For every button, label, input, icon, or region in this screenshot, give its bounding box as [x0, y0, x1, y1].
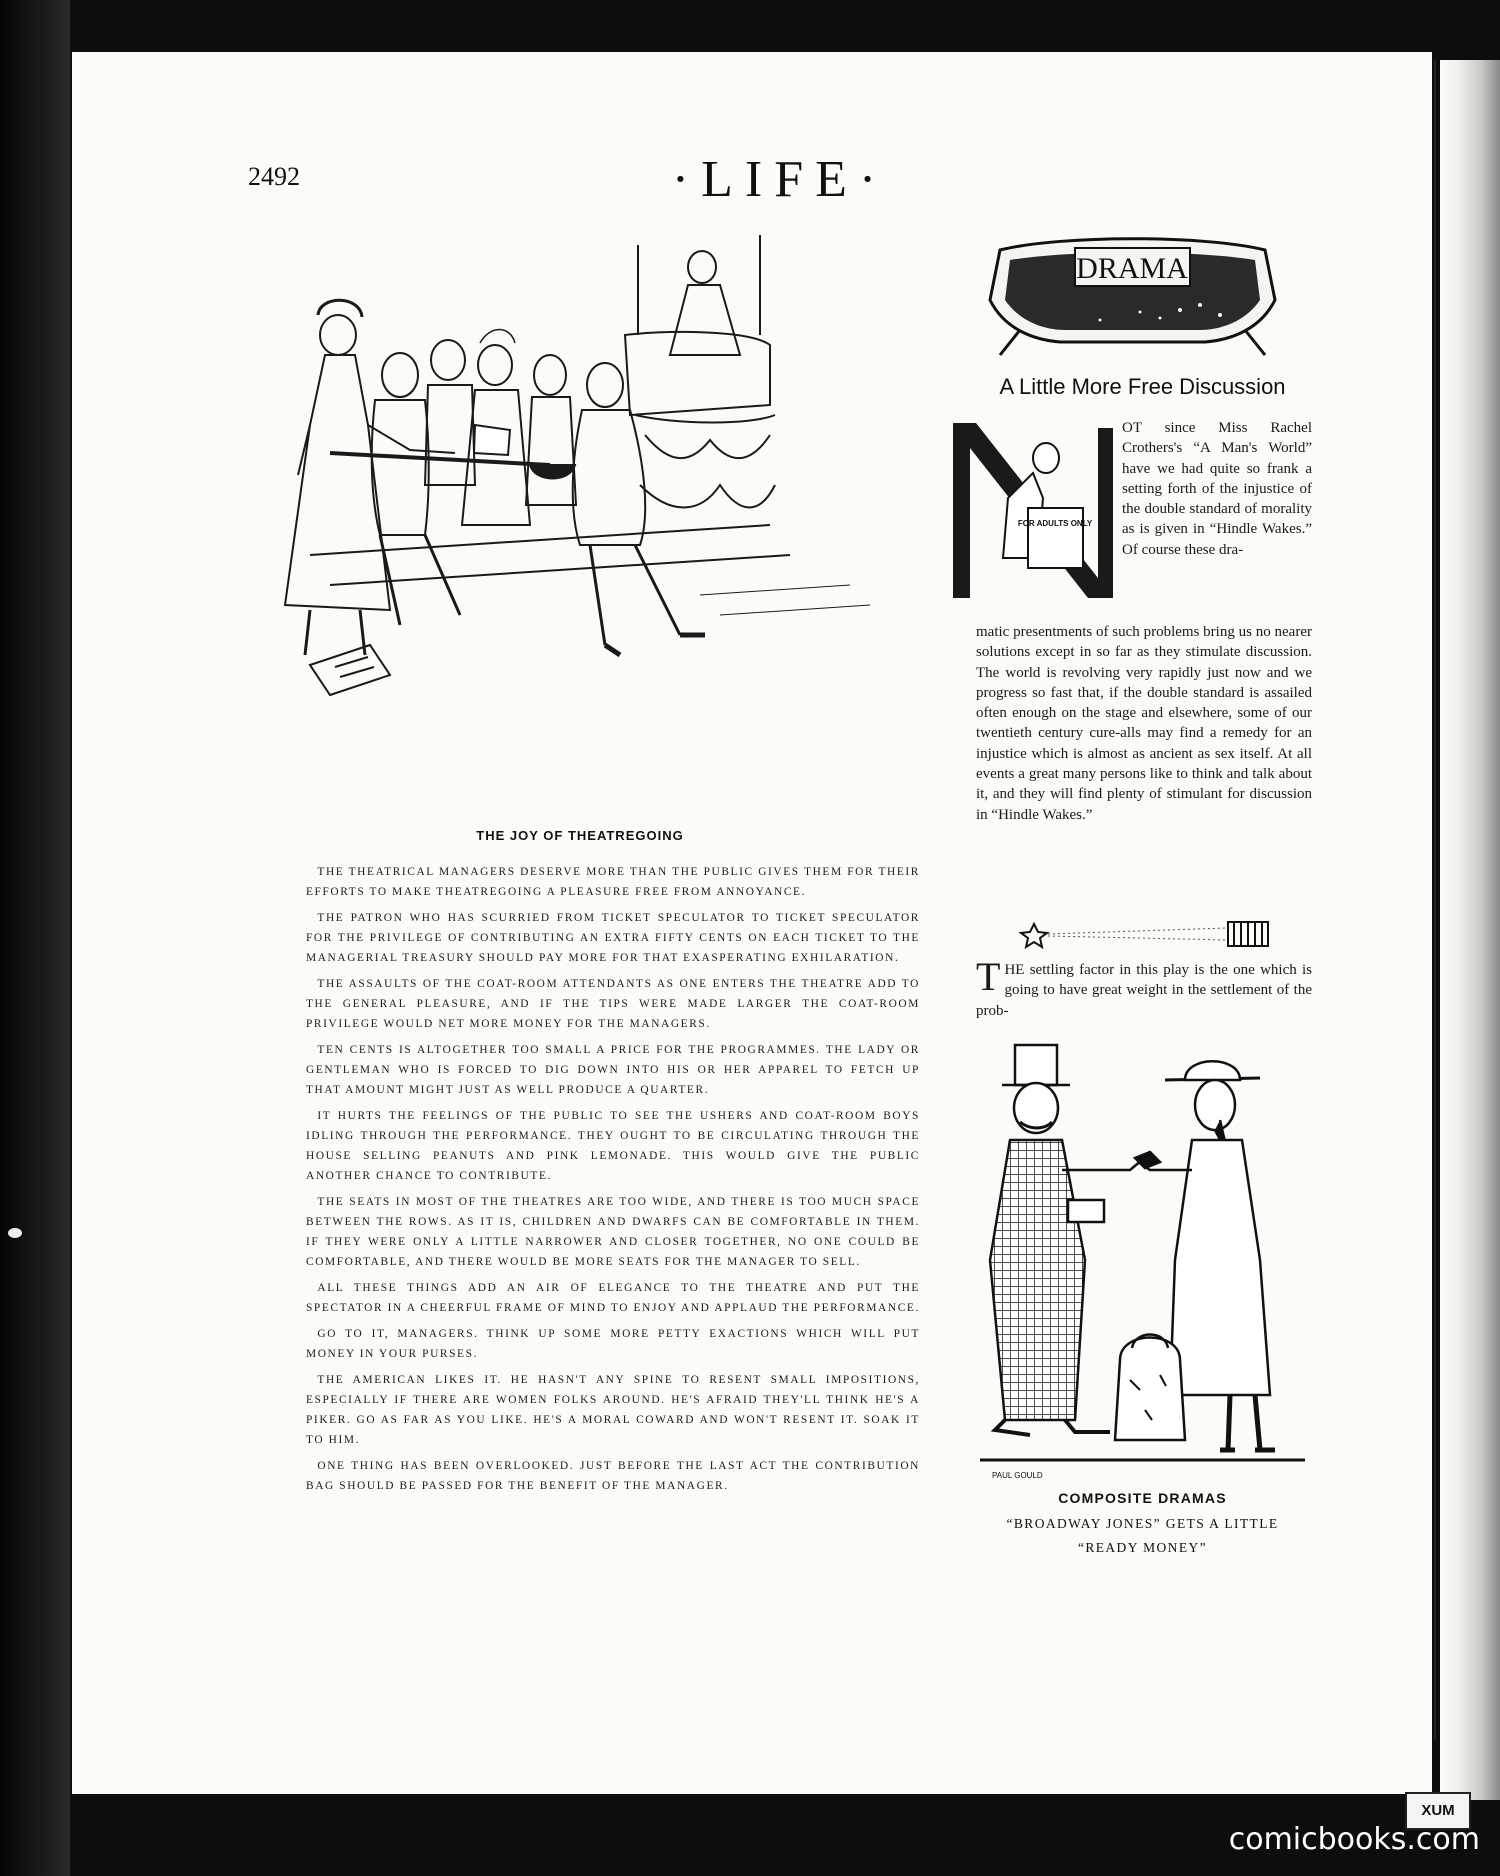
- next-page-edge: [1440, 60, 1500, 1800]
- drama-banner-title: DRAMA: [1076, 252, 1188, 285]
- drama-lede-continued: matic presentments of such problems bring us no nearer solutions except in so far as they stimulate discussion. The world is revolving very rapidly just now and we progress so fast that, if the double standard is assailed often enough on the stage and elsewhere, some of our twentieth century cure-alls may find a remedy for an injustice which is almost as ancient as sex itself. At all events a great many persons like to think and talk about it, and they will find plenty of stimulant for discussion in “Hindle Wakes.”: [976, 624, 1312, 823]
- drama-banner: [980, 230, 1285, 360]
- dropcap-t: T: [976, 954, 1001, 999]
- binding-shadow: [0, 0, 70, 1876]
- joy-of-theatregoing-article: [306, 862, 920, 1502]
- article-paragraph: GO TO IT, MANAGERS. THINK UP SOME MORE PETTY EXACTIONS WHICH WILL PUT MONEY IN YOUR PURSES.: [306, 1328, 920, 1360]
- xum-badge: XUM: [1405, 1792, 1471, 1830]
- article-paragraph: THE AMERICAN LIKES IT. HE HASN'T ANY SPINE TO RESENT SMALL IMPOSITIONS, ESPECIALLY IF THERE ARE WOMEN FOLKS AROUND. HE'S AFRAID THEY'LL THINK HE'S A PIKER. GO AS FAR AS YOU LIKE. HE'S A MORAL COWARD AND WON'T RESENT IT. SOAK IT TO HIM.: [306, 1374, 920, 1446]
- drama-lede-top: OT since Miss Rachel Crothers's “A Man's World” have we had quite so frank a setting forth of the injustice of the double standard of morality as is given in “Hindle Wakes.” Of course these dra-: [1122, 420, 1312, 558]
- composite-dramas-caption-line2: “READY MONEY”: [1077, 1540, 1208, 1555]
- composite-dramas-caption-line1: “BROADWAY JONES” GETS A LITTLE: [1006, 1516, 1279, 1531]
- article-paragraph: IT HURTS THE FEELINGS OF THE PUBLIC TO SEE THE USHERS AND COAT-ROOM BOYS IDLING THROUGH THE PERFORMANCE. THEY OUGHT TO BE CIRCULATING THROUGH THE HOUSE SELLING PEANUTS AND PINK LEMONADE. THIS WOULD GIVE THE PUBLIC ANOTHER CHANCE TO CONTRIBUTE.: [306, 1110, 920, 1182]
- illustration-caption: THE JOY OF THEATREGOING: [476, 828, 684, 843]
- drama-second-paragraph: [976, 954, 1312, 1021]
- illustration-signature: PAUL GOULD: [992, 1471, 1043, 1480]
- theatregoing-illustration: [250, 225, 910, 815]
- article-paragraph: ALL THESE THINGS ADD AN AIR OF ELEGANCE TO THE THEATRE AND PUT THE SPECTATOR IN A CHEERFUL FRAME OF MIND TO ENJOY AND APPLAUD THE PERFORMANCE.: [306, 1282, 920, 1314]
- article-paragraph: THE PATRON WHO HAS SCURRIED FROM TICKET SPECULATOR TO TICKET SPECULATOR FOR THE PRIVILEGE OF CONTRIBUTING AN EXTRA FIFTY CENTS ON EACH TICKET TO THE MANAGERIAL TREASURY SHOULD PAY MORE FOR THAT EXASPERATING EXHILARATION.: [306, 912, 920, 964]
- drama-headline: A Little More Free Discussion: [999, 374, 1286, 399]
- composite-dramas-caption-title: COMPOSITE DRAMAS: [1058, 1490, 1227, 1506]
- site-watermark: comicbooks.com: [1228, 1822, 1480, 1857]
- composite-dramas-illustration: [970, 1030, 1315, 1485]
- article-paragraph: THE SEATS IN MOST OF THE THEATRES ARE TOO WIDE, AND THERE IS TOO MUCH SPACE BETWEEN THE ROWS. AS IT IS, CHILDREN AND DWARFS CAN BE COMFORTABLE IN THEM. IF THEY WERE ONLY A LITTLE NARROWER AND CLOSER TOGETHER, NO ONE COULD BE COMFORTABLE, AND THERE WOULD BE MORE SEATS FOR THE MANAGER TO SELL.: [306, 1196, 920, 1268]
- scan-speck: [8, 1228, 22, 1238]
- dropcap-n-illustration: [948, 418, 1118, 603]
- drama-second-text: HE settling factor in this play is the one which is going to have great weight in the settlement of the prob-: [976, 962, 1312, 1019]
- page-edge-line: [1434, 60, 1436, 1740]
- article-paragraph: TEN CENTS IS ALTOGETHER TOO SMALL A PRICE FOR THE PROGRAMMES. THE LADY OR GENTLEMAN WHO IS FORCED TO DIG DOWN INTO HIS OR HER APPAREL TO FETCH UP THAT AMOUNT MIGHT JUST AS WELL PRODUCE A QUARTER.: [306, 1044, 920, 1096]
- star-divider-ornament: [1016, 916, 1276, 952]
- article-paragraph: THE ASSAULTS OF THE COAT-ROOM ATTENDANTS AS ONE ENTERS THE THEATRE ADD TO THE GENERAL PLEASURE, AND IF THE TIPS WERE MADE LARGER THE COAT-ROOM PRIVILEGE WOULD NET MORE MONEY FOR THE MANAGERS.: [306, 978, 920, 1030]
- article-paragraph: THE THEATRICAL MANAGERS DESERVE MORE THAN THE PUBLIC GIVES THEM FOR THEIR EFFORTS TO MAKE THEATREGOING A PLEASURE FREE FROM ANNOYANCE.: [306, 866, 920, 898]
- for-adults-only-sign: FOR ADULTS ONLY: [1017, 519, 1093, 528]
- masthead-title: ·LIFE·: [671, 151, 889, 208]
- page-number: 2492: [248, 162, 300, 191]
- article-paragraph: ONE THING HAS BEEN OVERLOOKED. JUST BEFORE THE LAST ACT THE CONTRIBUTION BAG SHOULD BE PASSED FOR THE BENEFIT OF THE MANAGER.: [306, 1460, 920, 1492]
